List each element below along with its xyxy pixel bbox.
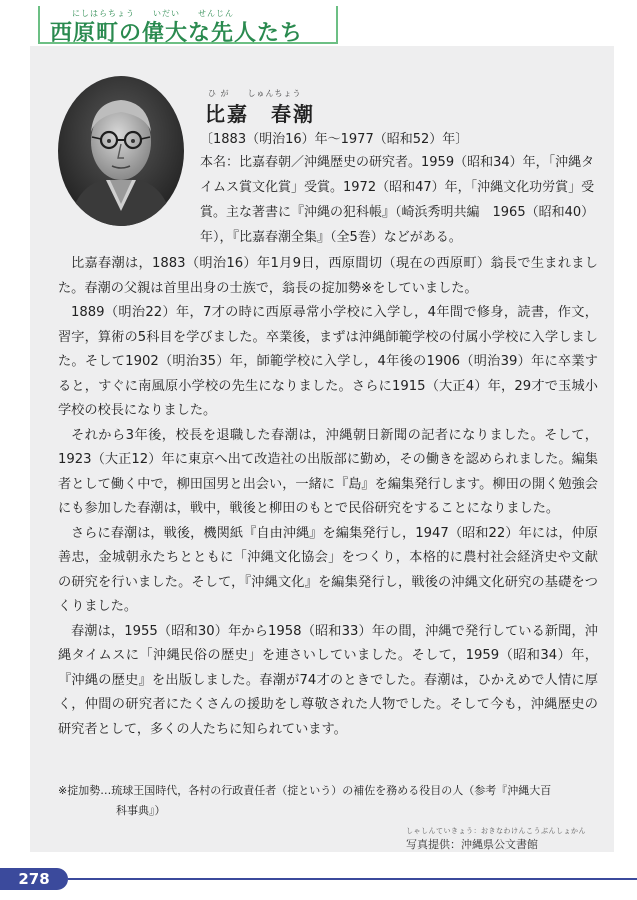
photo-credit-ruby: しゃしんていきょう：おきなわけんこうぶんしょかん [406,827,586,835]
life-years: 〔1883（明治16）年〜1977（昭和52）年〕 [200,132,469,147]
section-header [38,6,338,44]
profile-summary: 本名：比嘉春朝／沖縄歴史の研究者。1959（昭和34）年，「沖縄タイムス賞文化賞」受賞。1972（昭和47）年，「沖縄文化功労賞」受賞。主な著書に『沖縄の犯科帳』（崎浜秀明共編 1965（昭和40）年），『比嘉春潮全集』（全5巻）などがある。 [200,155,595,245]
person-name: 比嘉 春潮 [205,102,315,126]
page-number: 278 [0,868,68,890]
section-title: 西原町の偉大な先人たち [50,21,304,46]
paragraph: 1889（明治22）年，7才の時に西原尋常小学校に入学し，4年間で修身，読書，作文，習字，算術の5科目を学びました。卒業後，まずは沖縄師範学校の付属小学校に入学しました。そして1902（明治35）年，師範学校に入学し，4年後の1906（明治39）年に卒業すると，すぐに南風原小学校の先生になりました。さらに1915（大正4）年，29才で玉城小学校の校長になりました。 [58,305,598,418]
portrait-image [58,76,184,226]
footnote-line: ※掟加勢…琉球王国時代，各村の行政責任者（掟という）の補佐を務める役目の人（参考『沖縄大百 [58,784,552,797]
paragraph: 春潮は，1955（昭和30）年から1958（昭和33）年の間，沖縄で発行している新聞，沖縄タイムスに「沖縄民俗の歴史」を連さいしていました。そして，1959（昭和34）年，『沖縄の歴史』を出版しました。春潮が74才のときでした。春潮は，ひかえめで人情に厚く，仲間の研究者にたくさんの援助をし尊敬された人物でした。そして今も，沖縄歴史の研究者として，多くの人たちに知られています。 [58,623,598,737]
portrait-photo [58,76,184,226]
footer-rule [68,878,637,880]
photo-credit [406,826,586,852]
section-title-ruby: にしはらちょう いだい せんじん [72,9,234,18]
paragraph: それから3年後，校長を退職した春潮は，沖縄朝日新聞の記者になりました。そして，1923（大正12）年に東京へ出て改造社の出版部に勤め，その働きを認められました。編集者として働く中で，柳田国男と出会い，一緒に『島』を編集発行します。柳田の開く勉強会にも参加した春潮は，戦中，戦後と柳田のもとで民俗研究をすることになりました。 [58,427,598,516]
content-panel [30,46,614,852]
footnote [58,781,598,821]
photo-credit-text: 写真提供：沖縄県公文書館 [406,838,538,851]
name-ruby: ひ が しゅんちょう [208,89,302,98]
footnote-line: 科事典』） [116,804,166,817]
paragraph: 比嘉春潮は，1883（明治16）年1月9日，西原間切（現在の西原町）翁長で生まれました。春潮の父親は首里出身の士族で，翁長の掟加勢※をしていました。 [58,256,598,296]
biography-body [58,252,598,742]
paragraph: さらに春潮は，戦後，機関紙『自由沖縄』を編集発行し，1947（昭和22）年には，仲原善忠，金城朝永たちとともに「沖縄文化協会」をつくり，本格的に農村社会経済史や文献の研究を行いました。そして，『沖縄文化』を編集発行し，戦後の沖縄文化研究の基礎をつくりました。 [58,525,598,614]
